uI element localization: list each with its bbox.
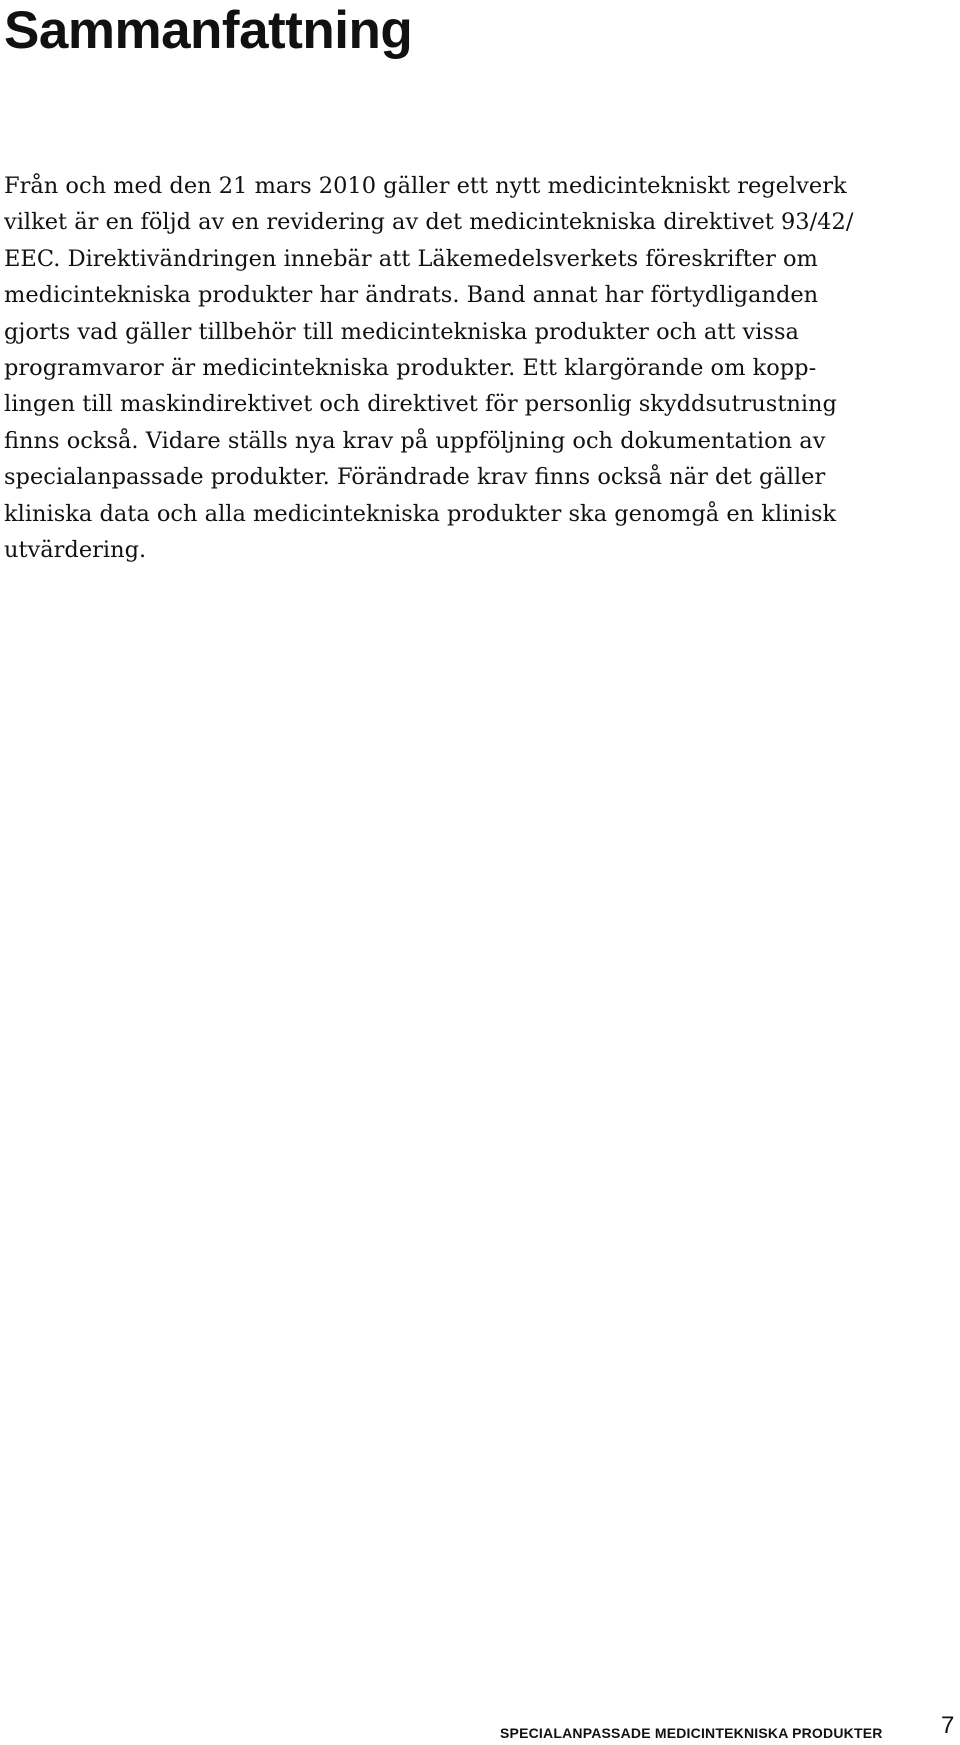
paragraph-line: specialanpassade produkter. Förändrade krav finns också när det gäller <box>4 464 826 491</box>
paragraph-line: programvaror är medicintekniska produkter. Ett klargörande om kopp- <box>4 355 817 382</box>
paragraph-line: kliniska data och alla medicintekniska produkter ska genomgå en klinisk <box>4 500 837 527</box>
paragraph-line: gjorts vad gäller tillbehör till medicintekniska produkter och att vissa <box>4 318 799 345</box>
footer-running-title: SPECIALANPASSADE MEDICINTEKNISKA PRODUKTER <box>500 1725 883 1741</box>
paragraph-line: medicintekniska produkter har ändrats. Band annat har förtydliganden <box>4 282 819 309</box>
page-number: 7 <box>941 1712 955 1739</box>
paragraph-line: finns också. Vidare ställs nya krav på uppföljning och dokumentation av <box>4 427 826 454</box>
paragraph-line: lingen till maskindirektivet och direktivet för personlig skyddsutrustning <box>4 391 837 418</box>
summary-paragraph <box>4 168 954 568</box>
page-title: Sammanfattning <box>4 1 413 60</box>
paragraph-line: utvärdering. <box>4 537 147 564</box>
paragraph-line: vilket är en följd av en revidering av det medicintekniska direktivet 93/42/ <box>4 209 854 236</box>
paragraph-line: Från och med den 21 mars 2010 gäller ett nytt medicintekniskt regelverk <box>4 173 847 199</box>
paragraph-line: EEC. Direktivändringen innebär att Läkemedelsverkets föreskrifter om <box>4 245 818 272</box>
